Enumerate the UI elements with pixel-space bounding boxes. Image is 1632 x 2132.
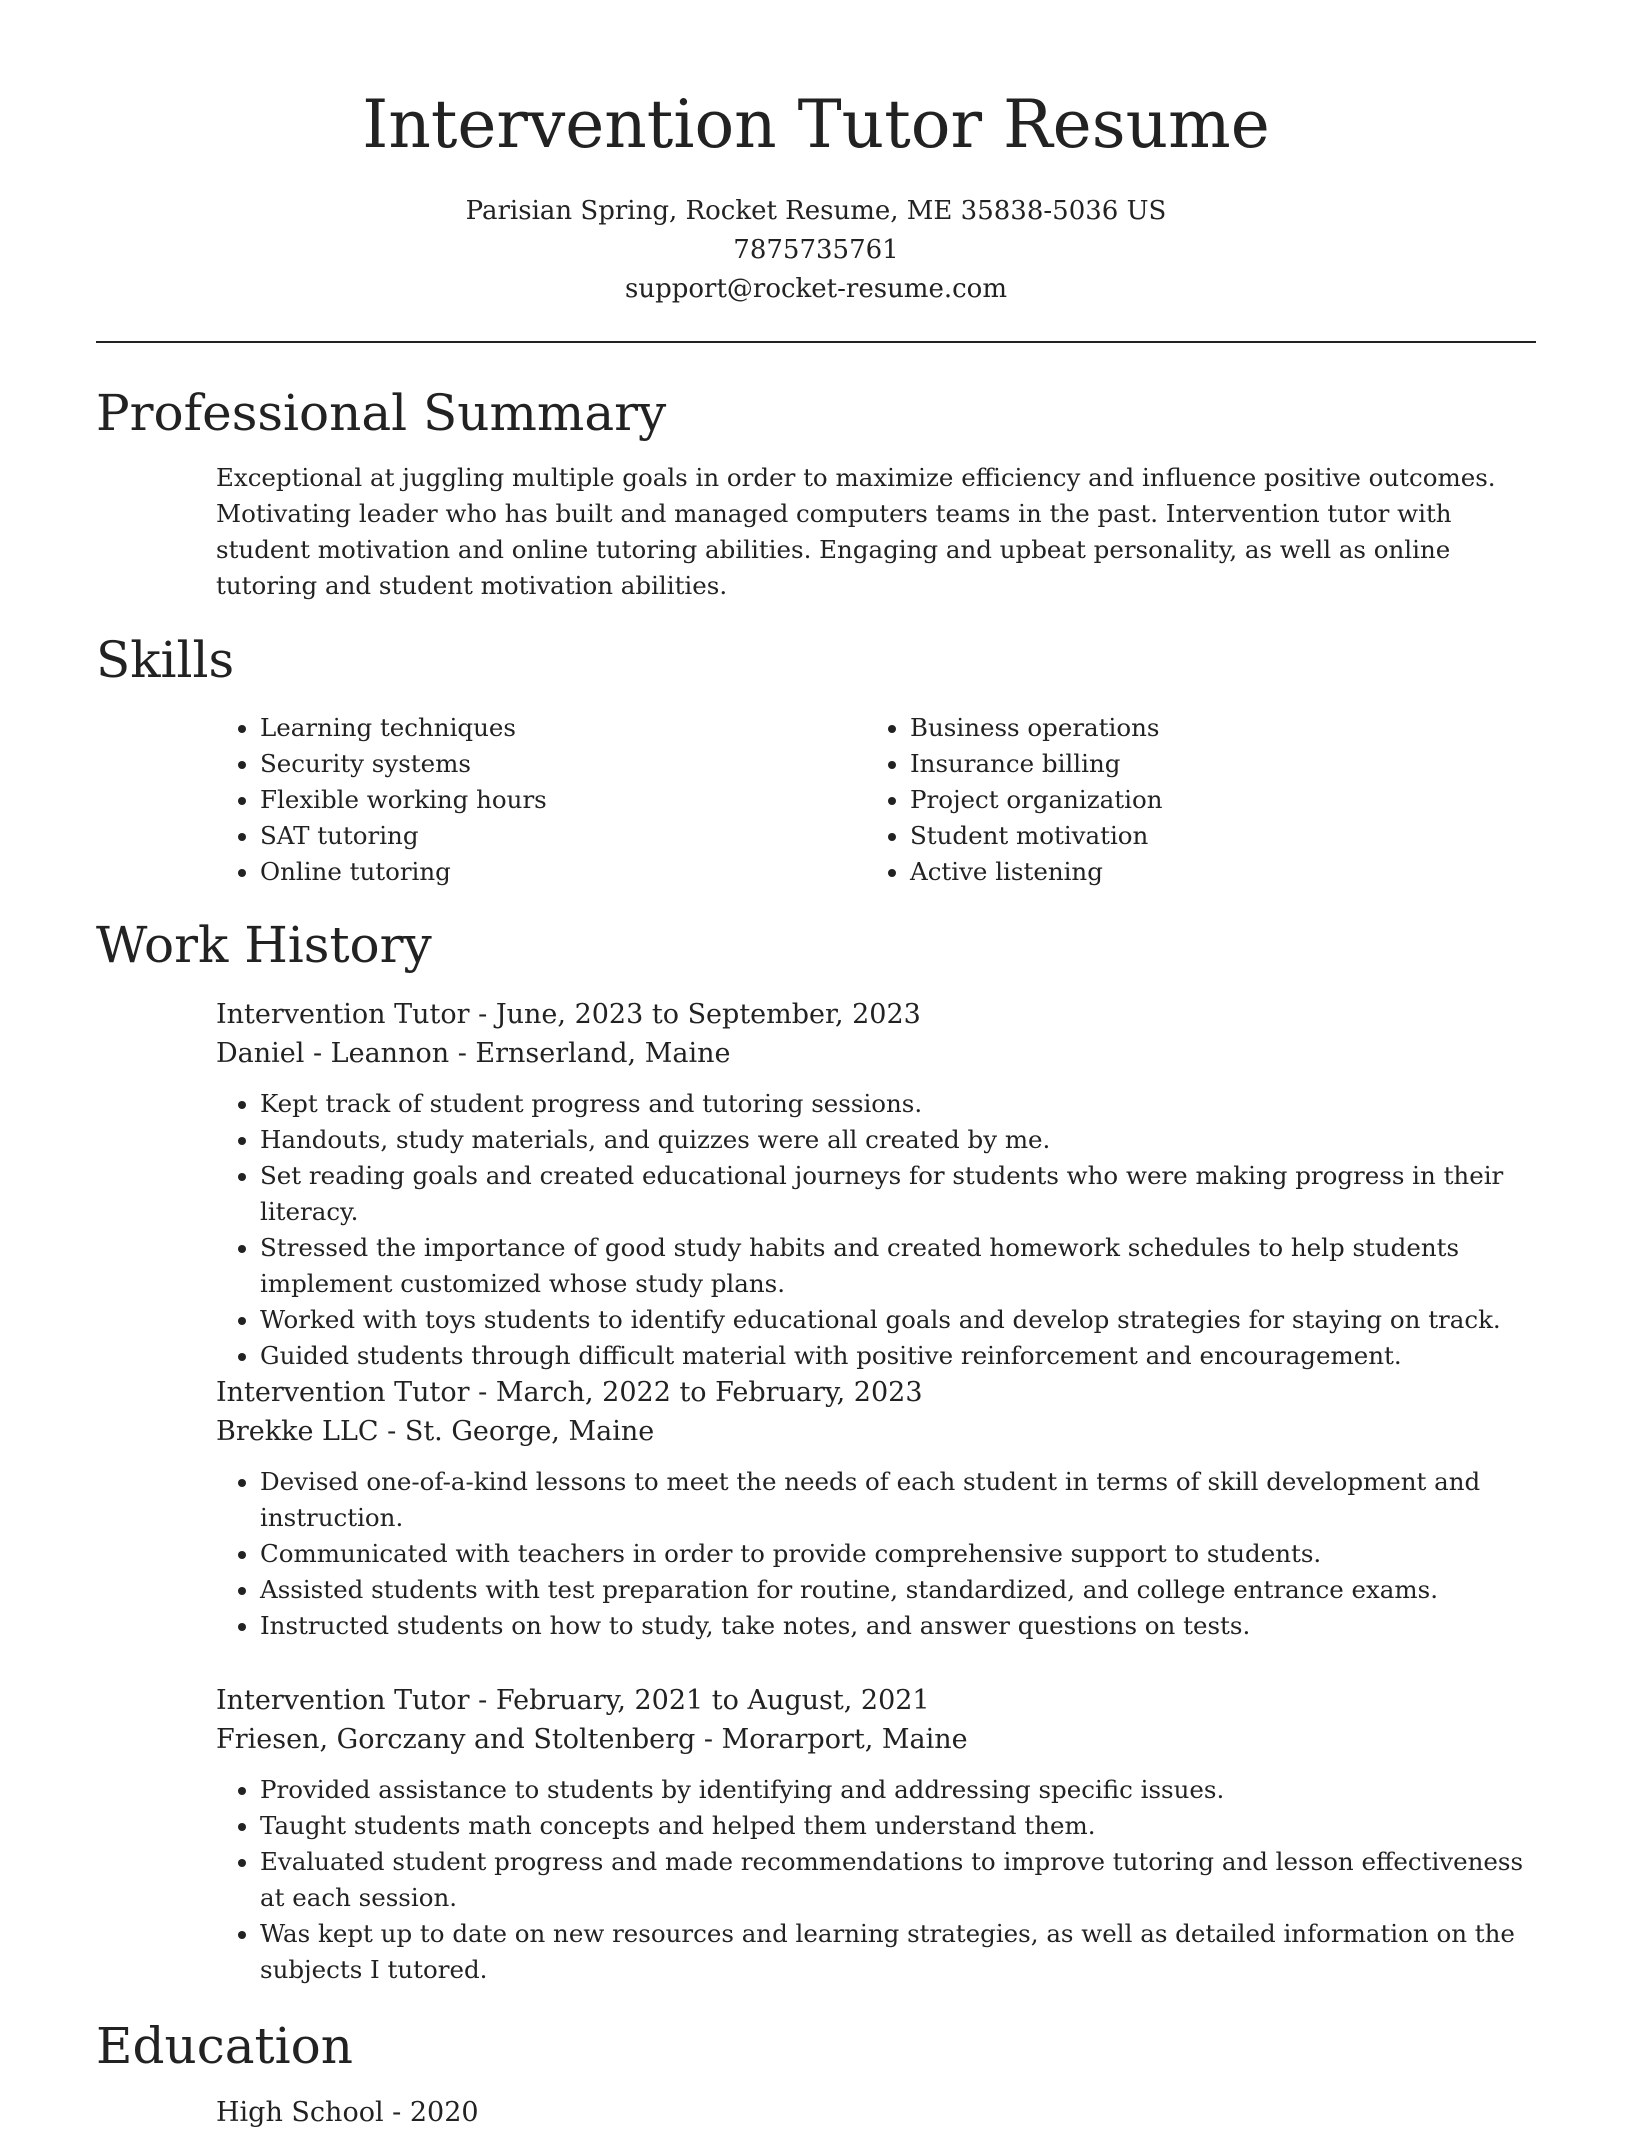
contact-info: [0, 192, 1632, 309]
job-company-line: [216, 1034, 1536, 1074]
job-bullet: • Guided students through difficult material with positive reinforcement and encouragement.: [260, 1338, 1536, 1374]
job-location: - St. George, Maine: [378, 1416, 655, 1447]
skills-list-right: [866, 710, 1466, 890]
job-bullet: • Worked with toys students to identify educational goals and develop strategies for staying on track.: [260, 1302, 1536, 1338]
resume-title: Intervention Tutor Resume: [362, 86, 1270, 163]
job-title: Intervention Tutor: [216, 999, 470, 1030]
skill-item: • Active listening: [910, 854, 1466, 890]
phone: 7875735761: [733, 235, 899, 265]
email: support@rocket-resume.com: [624, 274, 1007, 304]
job-bullet: • Handouts, study materials, and quizzes were all created by me.: [260, 1122, 1536, 1158]
job-bullet: • Stressed the importance of good study habits and created homework schedules to help students implement customized whose study plans.: [260, 1230, 1536, 1302]
skill-item: • Flexible working hours: [260, 782, 816, 818]
skill-item: • Student motivation: [910, 818, 1466, 854]
job-bullet: • Kept track of student progress and tutoring sessions.: [260, 1086, 1536, 1122]
education-entry: High School - 2020: [216, 2097, 479, 2128]
skill-item: • Online tutoring: [260, 854, 816, 890]
skill-item: • Learning techniques: [260, 710, 816, 746]
job-bullet: • Communicated with teachers in order to provide comprehensive support to students.: [260, 1536, 1536, 1572]
skills-heading: Skills: [96, 631, 235, 689]
job-dates: - June, 2023 to September, 2023: [469, 999, 921, 1030]
job-bullet: • Taught students math concepts and helped them understand them.: [260, 1808, 1536, 1844]
job-title-line: [216, 1374, 1536, 1412]
job-entry: [216, 1682, 1536, 1988]
summary-heading: Professional Summary: [96, 384, 667, 442]
job-bullet: • Evaluated student progress and made recommendations to improve tutoring and lesson effectiveness at each session.: [260, 1844, 1536, 1916]
job-dates: - February, 2021 to August, 2021: [469, 1685, 930, 1716]
job-title-line: [216, 996, 1536, 1034]
job-bullet: • Provided assistance to students by identifying and addressing specific issues.: [260, 1772, 1536, 1808]
job-company-line: [216, 1412, 1536, 1452]
job-company-line: [216, 1720, 1536, 1760]
job-bullet: • Assisted students with test preparation for routine, standardized, and college entrance exams.: [260, 1572, 1536, 1608]
job-company: Daniel - Leannon: [216, 1038, 450, 1069]
education-heading: Education: [96, 2017, 353, 2075]
skill-item: • Business operations: [910, 710, 1466, 746]
skill-item: • Project organization: [910, 782, 1466, 818]
job-title: Intervention Tutor: [216, 1377, 470, 1408]
header-divider: [96, 341, 1536, 343]
job-entry: [216, 1374, 1536, 1644]
job-location: - Ernserland, Maine: [449, 1038, 731, 1069]
job-company: Brekke LLC: [216, 1416, 379, 1447]
address: Parisian Spring, Rocket Resume, ME 35838-5036 US: [465, 196, 1167, 226]
skill-item: • Insurance billing: [910, 746, 1466, 782]
skill-item: • Security systems: [260, 746, 816, 782]
job-company: Friesen, Gorczany and Stoltenberg: [216, 1724, 696, 1755]
skill-item: • SAT tutoring: [260, 818, 816, 854]
job-bullet: • Set reading goals and created educational journeys for students who were making progress in their literacy.: [260, 1158, 1536, 1230]
job-location: - Morarport, Maine: [695, 1724, 968, 1755]
job-entry: [216, 996, 1536, 1374]
job-bullet: • Instructed students on how to study, take notes, and answer questions on tests.: [260, 1608, 1536, 1644]
job-title: Intervention Tutor: [216, 1685, 470, 1716]
summary-text: Exceptional at juggling multiple goals in order to maximize efficiency and influence positive outcomes. Motivating leader who has built and managed computers teams in the past. Intervention tutor with student motivation and online tutoring abilities. Engaging and upbeat personality, as well as online tutoring and student motivation abilities.: [216, 463, 1496, 600]
skills-list-left: [216, 710, 816, 890]
job-title-line: [216, 1682, 1536, 1720]
work-history-heading: Work History: [96, 916, 432, 974]
job-bullet: • Was kept up to date on new resources and learning strategies, as well as detailed information on the subjects I tutored.: [260, 1916, 1536, 1988]
job-bullet: • Devised one-of-a-kind lessons to meet the needs of each student in terms of skill development and instruction.: [260, 1464, 1536, 1536]
job-dates: - March, 2022 to February, 2023: [469, 1377, 923, 1408]
